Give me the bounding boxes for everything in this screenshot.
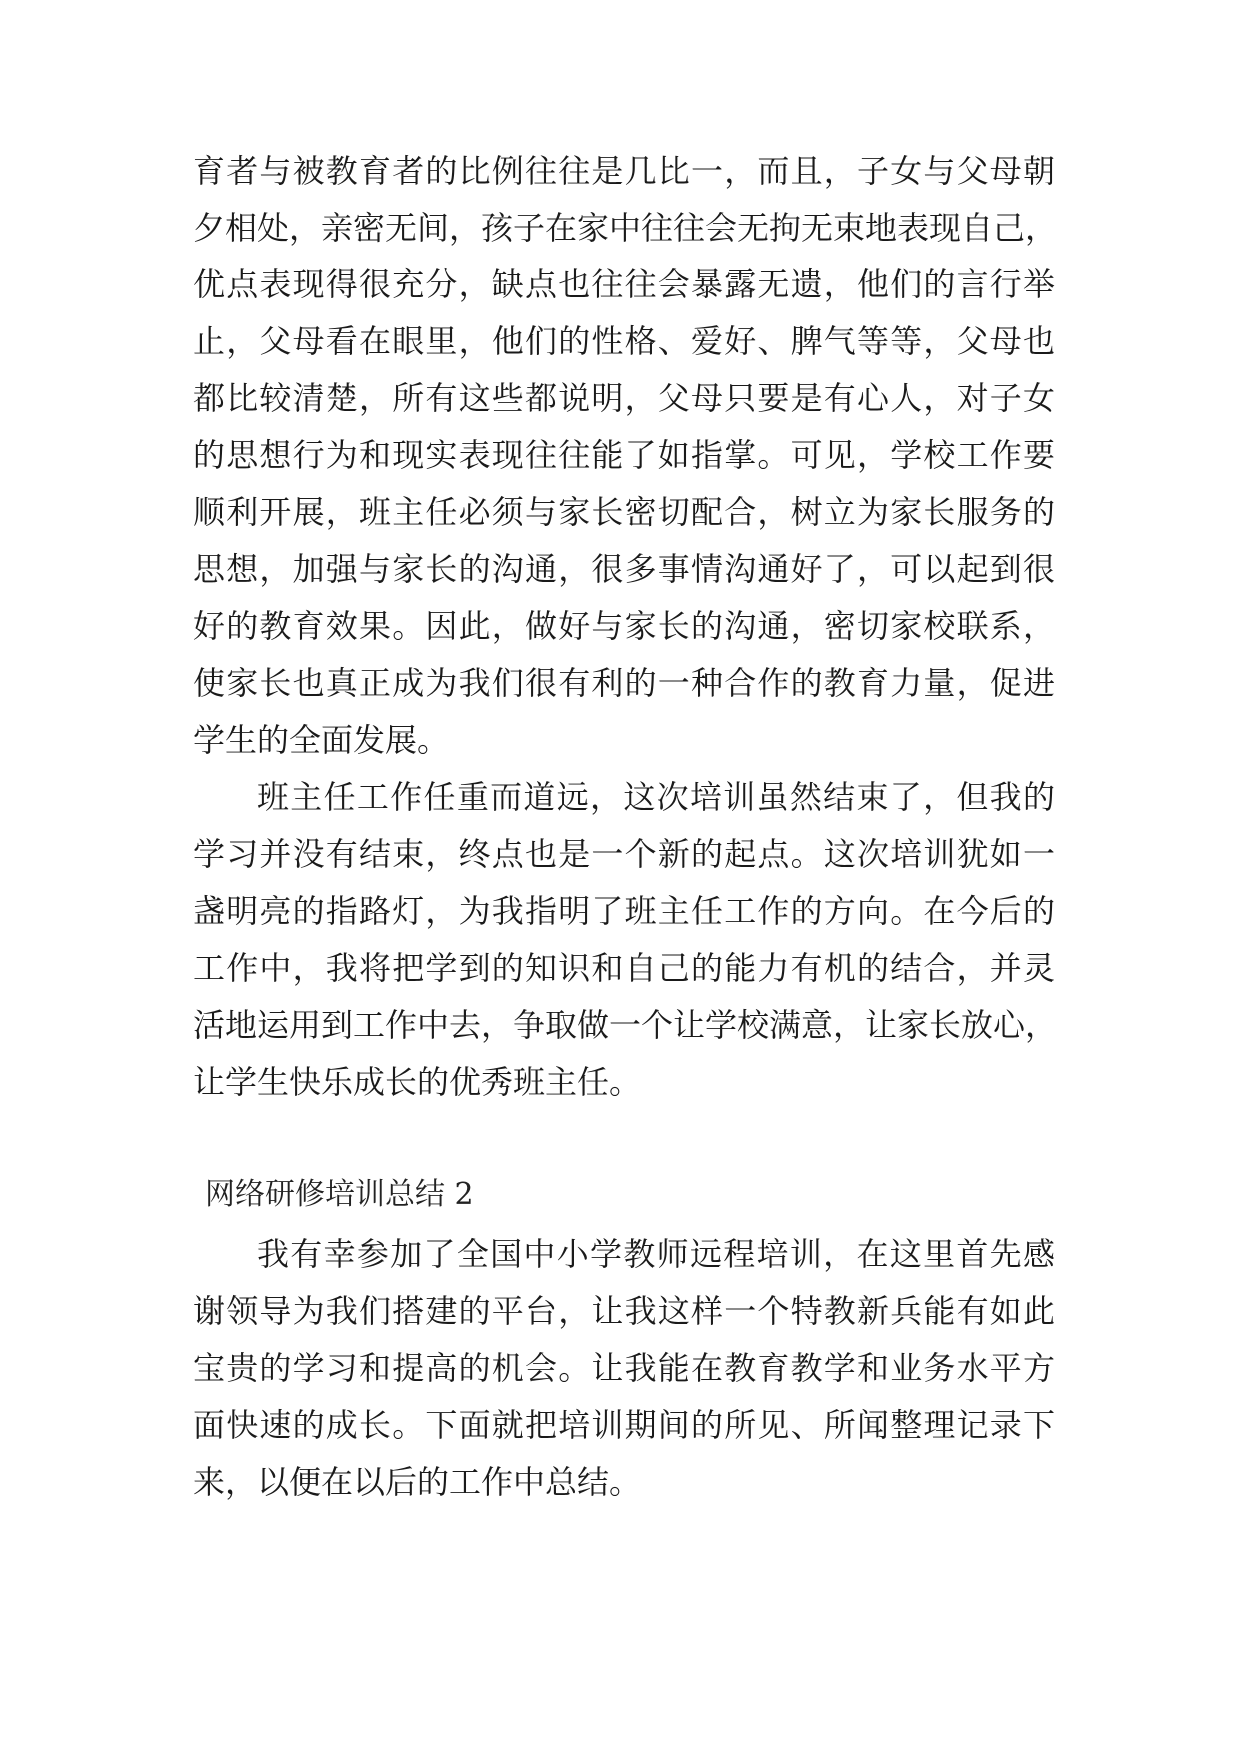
paragraph1-line-2: 夕相处，亲密无间，孩子在家中往往会无拘无束地表现自己， <box>193 209 1058 247</box>
paragraph1-line-6: 的思想行为和现实表现往往能了如指掌。可见，学校工作要 <box>193 436 1055 474</box>
paragraph1-line-11: 学生的全面发展。 <box>193 721 450 759</box>
paragraph1-line-3: 优点表现得很充分，缺点也往往会暴露无遗，他们的言行举 <box>193 265 1055 303</box>
paragraph1-line-4: 止，父母看在眼里，他们的性格、爱好、脾气等等，父母也 <box>193 322 1055 360</box>
paragraph3-line-1: 我有幸参加了全国中小学教师远程培训，在这里首先感 <box>257 1235 1055 1273</box>
paragraph1-line-9: 好的教育效果。因此，做好与家长的沟通，密切家校联系， <box>193 607 1055 645</box>
paragraph2-line-6: 让学生快乐成长的优秀班主任。 <box>193 1063 642 1101</box>
paragraph2-line-5: 活地运用到工作中去，争取做一个让学校满意，让家长放心， <box>193 1006 1058 1044</box>
paragraph3-line-2: 谢领导为我们搭建的平台，让我这样一个特教新兵能有如此 <box>193 1292 1055 1330</box>
paragraph2-line-2: 学习并没有结束，终点也是一个新的起点。这次培训犹如一 <box>193 835 1055 873</box>
paragraph1-line-1: 育者与被教育者的比例往往是几比一，而且，子女与父母朝 <box>193 152 1055 190</box>
paragraph2-line-4: 工作中，我将把学到的知识和自己的能力有机的结合，并灵 <box>193 949 1055 987</box>
paragraph3-line-5: 来，以便在以后的工作中总结。 <box>193 1463 642 1501</box>
paragraph2-line-1: 班主任工作任重而道远，这次培训虽然结束了，但我的 <box>257 778 1055 816</box>
paragraph2-line-3: 盏明亮的指路灯，为我指明了班主任工作的方向。在今后的 <box>193 892 1055 930</box>
paragraph1-line-10: 使家长也真正成为我们很有利的一种合作的教育力量，促进 <box>193 664 1055 702</box>
paragraph1-line-5: 都比较清楚，所有这些都说明，父母只要是有心人，对子女 <box>193 379 1055 417</box>
paragraph3-line-3: 宝贵的学习和提高的机会。让我能在教育教学和业务水平方 <box>193 1349 1055 1387</box>
paragraph1-line-8: 思想，加强与家长的沟通，很多事情沟通好了，可以起到很 <box>193 550 1055 588</box>
paragraph1-line-7: 顺利开展，班主任必须与家长密切配合，树立为家长服务的 <box>193 493 1055 531</box>
paragraph3-line-4: 面快速的成长。下面就把培训期间的所见、所闻整理记录下 <box>193 1406 1055 1444</box>
section-heading: 网络研修培训总结 2 <box>205 1177 474 1212</box>
